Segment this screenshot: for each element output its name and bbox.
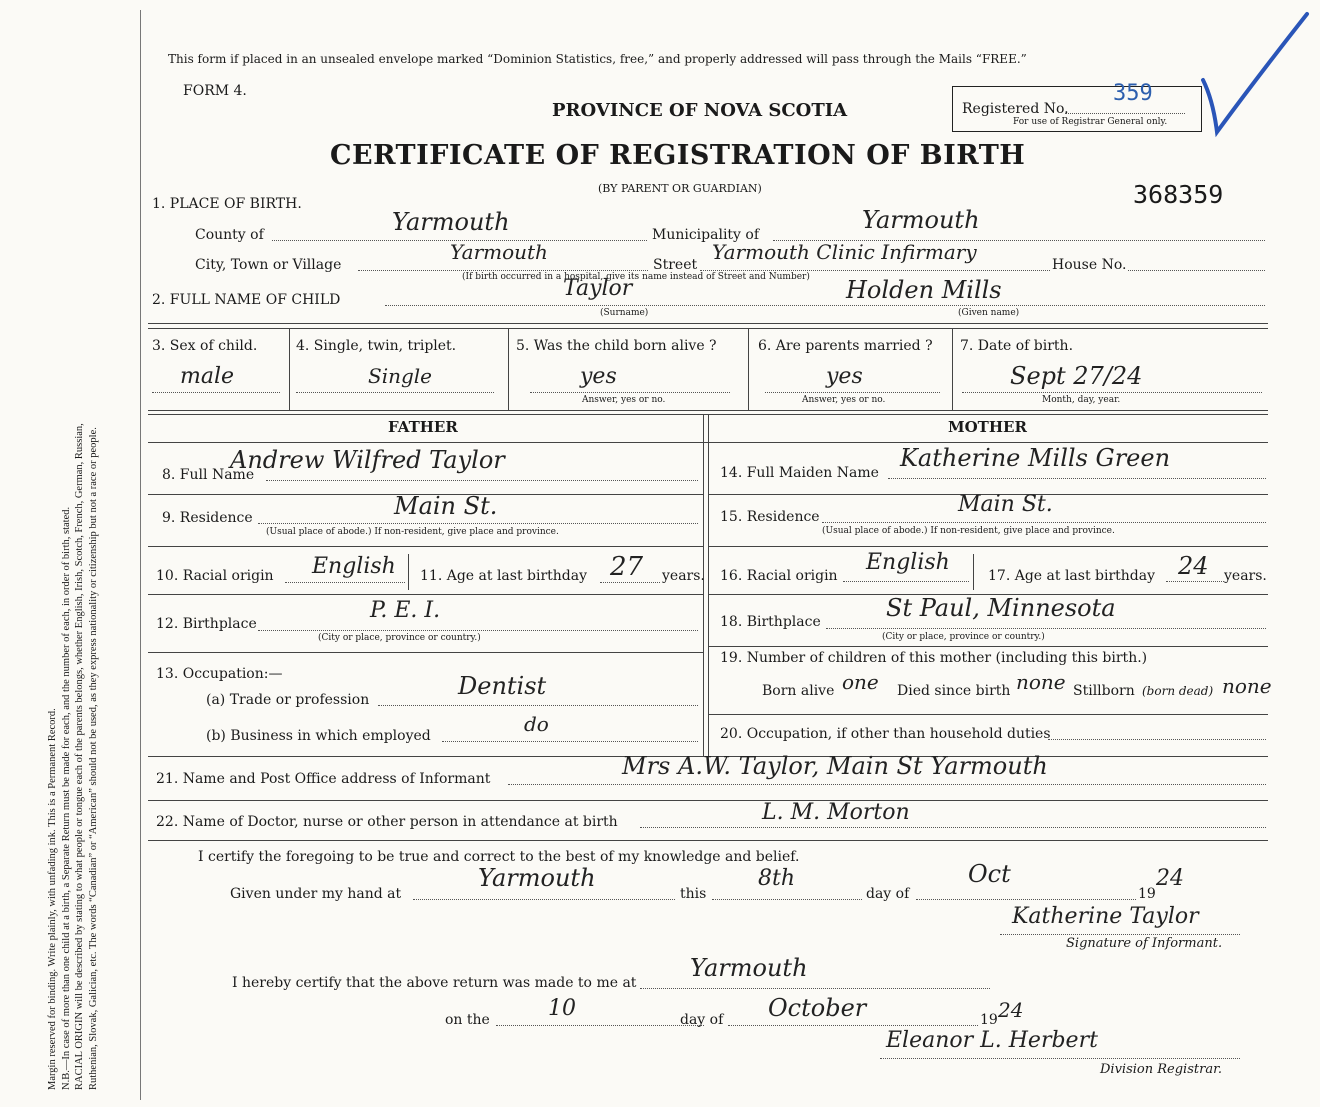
mother-age: 24 bbox=[1178, 552, 1209, 580]
form-number: FORM 4. bbox=[183, 83, 247, 99]
mail-note: This form if placed in an unsealed envelope marked “Dominion Statistics, free,” and properly addressed will pass through the Mails “FREE.” bbox=[168, 52, 1027, 66]
father-birthplace-label: 12. Birthplace bbox=[156, 616, 257, 632]
registration-day: 10 bbox=[548, 996, 576, 1021]
rule bbox=[148, 652, 703, 653]
dotted-line bbox=[640, 988, 990, 989]
cert-day: 8th bbox=[758, 866, 796, 891]
doctor-value: L. M. Morton bbox=[762, 800, 910, 825]
margin-instructions bbox=[46, 40, 100, 1090]
yes-no-note: Answer, yes or no. bbox=[802, 395, 886, 405]
dotted-line bbox=[530, 392, 730, 393]
rule bbox=[148, 442, 1268, 443]
parents-married-label: 6. Are parents married ? bbox=[758, 338, 933, 354]
born-alive-label: 5. Was the child born alive ? bbox=[516, 338, 717, 354]
child-name-label: 2. FULL NAME OF CHILD bbox=[152, 292, 341, 308]
residence-note: (Usual place of abode.) If non-resident, give place and province. bbox=[822, 526, 1115, 536]
street-value: Yarmouth Clinic Infirmary bbox=[712, 240, 977, 264]
years-label: years. bbox=[662, 568, 705, 584]
on-the-label: on the bbox=[445, 1012, 490, 1028]
certification-statement: I certify the foregoing to be true and correct to the best of my knowledge and belief. bbox=[198, 849, 800, 865]
mother-residence: Main St. bbox=[958, 492, 1053, 517]
rule bbox=[708, 414, 709, 756]
parents-married-value: yes bbox=[826, 364, 863, 389]
business-label: (b) Business in which employed bbox=[206, 728, 431, 744]
cert-month: Oct bbox=[968, 860, 1011, 888]
rule bbox=[952, 328, 953, 410]
dotted-line bbox=[916, 899, 1136, 900]
county-label: County of bbox=[195, 227, 264, 243]
margin-line: RACIAL ORIGIN will be described by stating to what people or tongue each of the parents belongs, whether English, Irish, Scotch, French, German, Russian, bbox=[74, 423, 85, 1090]
rule bbox=[148, 323, 1268, 324]
father-name-label: 8. Full Name bbox=[162, 467, 255, 483]
rule bbox=[148, 840, 1268, 841]
children-count-label: 19. Number of children of this mother (including this birth.) bbox=[720, 650, 1148, 666]
rule bbox=[289, 328, 290, 410]
father-age-label: 11. Age at last birthday bbox=[420, 568, 588, 584]
dotted-line bbox=[496, 1025, 704, 1026]
dotted-line bbox=[765, 392, 940, 393]
informant-signature: Katherine Taylor bbox=[1012, 904, 1199, 929]
registered-number: 359 bbox=[1113, 81, 1153, 106]
rule bbox=[508, 328, 509, 410]
dotted-line bbox=[285, 582, 405, 583]
surname-note: (Surname) bbox=[600, 308, 649, 318]
mother-racial-label: 16. Racial origin bbox=[720, 568, 838, 584]
rule bbox=[708, 546, 1268, 547]
given-name-note: (Given name) bbox=[958, 308, 1020, 318]
rule bbox=[408, 554, 409, 590]
father-heading: FATHER bbox=[388, 418, 458, 436]
dotted-line bbox=[258, 630, 698, 631]
rule bbox=[148, 800, 1268, 801]
date-note: Month, day, year. bbox=[1042, 395, 1121, 405]
dotted-line bbox=[1065, 113, 1185, 114]
father-birthplace: P. E. I. bbox=[370, 598, 441, 623]
birthplace-note: (City or place, province or country.) bbox=[318, 633, 481, 643]
check-mark-icon bbox=[1195, 10, 1315, 140]
registrar-statement: I hereby certify that the above return was made to me at bbox=[232, 975, 637, 991]
dotted-line bbox=[1128, 270, 1265, 271]
sex-label: 3. Sex of child. bbox=[152, 338, 258, 354]
born-alive-value: yes bbox=[580, 364, 617, 389]
dotted-line bbox=[822, 522, 1266, 523]
margin-line: N.B.—In case of more than one child at a birth, a Separate Return must be made for each, and the number of each, in order of birth, stated. bbox=[60, 506, 72, 1090]
dotted-line bbox=[1000, 934, 1240, 935]
rule bbox=[148, 328, 1268, 329]
mother-name-label: 14. Full Maiden Name bbox=[720, 465, 879, 481]
rule bbox=[973, 554, 974, 590]
doctor-label: 22. Name of Doctor, nurse or other person in attendance at birth bbox=[156, 814, 618, 830]
day-of-label: day of bbox=[680, 1012, 724, 1028]
occupation-label: 13. Occupation:— bbox=[156, 666, 283, 682]
mother-birthplace-label: 18. Birthplace bbox=[720, 614, 821, 630]
dotted-line bbox=[640, 827, 1266, 828]
rule bbox=[708, 714, 1268, 715]
dotted-line bbox=[843, 581, 969, 582]
mother-residence-label: 15. Residence bbox=[720, 509, 820, 525]
date-of-birth-label: 7. Date of birth. bbox=[960, 338, 1074, 354]
date-of-birth-value: Sept 27/24 bbox=[1010, 362, 1143, 390]
mother-occupation-label: 20. Occupation, if other than household duties bbox=[720, 726, 1051, 742]
registrar-signature: Eleanor L. Herbert bbox=[886, 1028, 1098, 1053]
plurality-value: Single bbox=[368, 364, 433, 388]
dotted-line bbox=[413, 899, 675, 900]
dotted-line bbox=[826, 628, 1266, 629]
died-count: none bbox=[1016, 670, 1066, 694]
rule bbox=[148, 410, 1268, 411]
dotted-line bbox=[712, 899, 862, 900]
hospital-note: (If birth occurred in a hospital, give its name instead of Street and Number) bbox=[462, 272, 810, 282]
margin-line: Margin reserved for binding. Write plainly, with unfading ink. This is a Permanent Record. bbox=[47, 708, 58, 1090]
died-label: Died since birth bbox=[897, 683, 1011, 699]
birthplace-note: (City or place, province or country.) bbox=[882, 632, 1045, 642]
child-given-name: Holden Mills bbox=[846, 276, 1002, 304]
stillborn-count: none bbox=[1222, 674, 1272, 698]
dotted-line bbox=[1048, 739, 1266, 740]
year-prefix: 19 bbox=[980, 1012, 998, 1028]
mother-maiden-name: Katherine Mills Green bbox=[900, 444, 1171, 472]
mother-racial-origin: English bbox=[866, 550, 950, 575]
father-trade: Dentist bbox=[458, 672, 547, 700]
mother-heading: MOTHER bbox=[948, 418, 1027, 436]
dotted-line bbox=[296, 392, 494, 393]
page-title: CERTIFICATE OF REGISTRATION OF BIRTH bbox=[330, 140, 1026, 171]
province-heading: PROVINCE OF NOVA SCOTIA bbox=[552, 100, 848, 121]
given-at-place: Yarmouth bbox=[478, 864, 596, 892]
division-registrar-label: Division Registrar. bbox=[1100, 1062, 1222, 1077]
mother-birthplace: St Paul, Minnesota bbox=[886, 594, 1116, 622]
rule bbox=[748, 328, 749, 410]
dotted-line bbox=[700, 270, 1050, 271]
dotted-line bbox=[378, 705, 698, 706]
binding-margin-line bbox=[140, 10, 141, 1100]
dotted-line bbox=[728, 1025, 978, 1026]
yes-no-note: Answer, yes or no. bbox=[582, 395, 666, 405]
day-of-label: day of bbox=[866, 886, 910, 902]
dotted-line bbox=[442, 741, 698, 742]
trade-label: (a) Trade or profession bbox=[206, 692, 370, 708]
margin-line: Ruthenian, Slovak, Galician, etc. The words “Canadian” or “American” should not be used, as they express nationality or citizenship but not a race or people. bbox=[87, 427, 99, 1090]
place-of-birth-label: 1. PLACE OF BIRTH. bbox=[152, 196, 302, 212]
this-label: this bbox=[680, 886, 707, 902]
residence-note: (Usual place of abode.) If non-resident, give place and province. bbox=[266, 527, 559, 537]
signature-label: Signature of Informant. bbox=[1066, 936, 1223, 951]
city-value: Yarmouth bbox=[450, 240, 548, 264]
dotted-line bbox=[385, 305, 1265, 306]
registration-year: 24 bbox=[998, 998, 1024, 1022]
municipality-label: Municipality of bbox=[652, 227, 760, 243]
year-prefix: 19 bbox=[1138, 886, 1156, 902]
registration-month: October bbox=[768, 994, 867, 1022]
informant-label: 21. Name and Post Office address of Informant bbox=[156, 771, 491, 787]
street-label: Street bbox=[653, 257, 698, 273]
informant-value: Mrs A.W. Taylor, Main St Yarmouth bbox=[622, 752, 1048, 780]
child-surname: Taylor bbox=[563, 276, 633, 301]
dotted-line bbox=[266, 480, 698, 481]
years-label: years. bbox=[1224, 568, 1267, 584]
registrar-note: For use of Registrar General only. bbox=[1013, 117, 1168, 127]
registration-place: Yarmouth bbox=[690, 954, 808, 982]
stillborn-note: (born dead) bbox=[1142, 684, 1214, 698]
rule bbox=[148, 594, 703, 595]
dotted-line bbox=[888, 478, 1266, 479]
dotted-line bbox=[508, 784, 1266, 785]
father-age: 27 bbox=[610, 552, 644, 582]
father-racial-origin: English bbox=[312, 554, 396, 579]
mother-age-label: 17. Age at last birthday bbox=[988, 568, 1156, 584]
dotted-line bbox=[358, 270, 648, 271]
father-residence-label: 9. Residence bbox=[162, 510, 253, 526]
dotted-line bbox=[880, 1058, 1240, 1059]
dotted-line bbox=[962, 392, 1262, 393]
rule bbox=[148, 546, 703, 547]
father-name: Andrew Wilfred Taylor bbox=[230, 446, 505, 474]
father-business: do bbox=[524, 712, 549, 736]
serial-number: 368359 bbox=[1133, 180, 1224, 209]
cert-year: 24 bbox=[1156, 866, 1184, 891]
registered-label: Registered No. bbox=[962, 101, 1069, 117]
rule bbox=[703, 414, 704, 756]
dotted-line bbox=[152, 392, 280, 393]
born-alive-count-label: Born alive bbox=[762, 683, 835, 699]
rule bbox=[708, 646, 1268, 647]
dotted-line bbox=[600, 582, 660, 583]
given-under-label: Given under my hand at bbox=[230, 886, 402, 902]
house-label: House No. bbox=[1052, 257, 1127, 273]
sex-value: male bbox=[180, 364, 235, 389]
born-alive-count: one bbox=[842, 670, 879, 694]
city-label: City, Town or Village bbox=[195, 257, 342, 273]
municipality-value: Yarmouth bbox=[862, 206, 980, 234]
dotted-line bbox=[1166, 581, 1224, 582]
subtitle: (BY PARENT OR GUARDIAN) bbox=[598, 182, 762, 195]
father-residence: Main St. bbox=[394, 492, 498, 520]
plurality-label: 4. Single, twin, triplet. bbox=[296, 338, 457, 354]
dotted-line bbox=[258, 523, 698, 524]
county-value: Yarmouth bbox=[392, 208, 510, 236]
registered-number-box bbox=[952, 81, 1202, 132]
stillborn-label: Stillborn bbox=[1073, 683, 1135, 699]
father-racial-label: 10. Racial origin bbox=[156, 568, 274, 584]
